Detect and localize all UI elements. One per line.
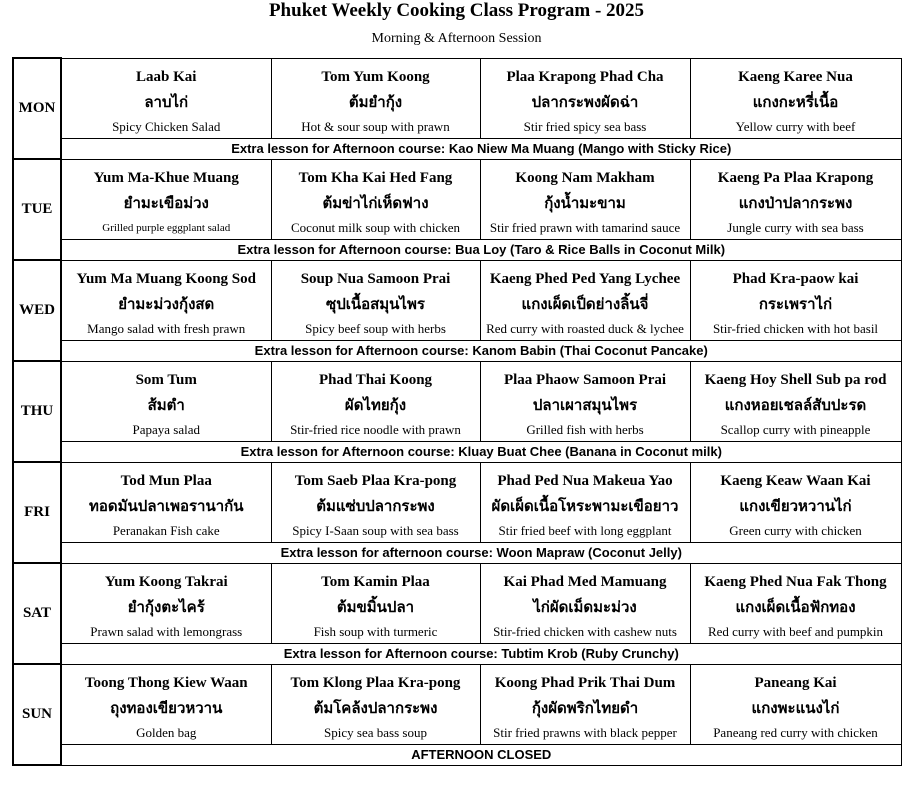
extra-lesson-text: Extra lesson for Afternoon course: Kluay Buat Chee (Banana in Coconut milk) xyxy=(61,441,901,462)
dish-name-th: ยำมะเขือม่วง xyxy=(123,193,209,212)
extra-lesson-text: Extra lesson for Afternoon course: Tubtim Krob (Ruby Crunchy) xyxy=(61,643,901,664)
day-label: THU xyxy=(13,361,61,462)
dish-cell xyxy=(271,361,480,441)
dish-name-en: Plaa Phaow Samoon Prai xyxy=(503,371,667,388)
dish-name-th: ทอดมันปลาเพอรานากัน xyxy=(89,496,244,515)
dish-cell xyxy=(61,159,271,239)
dish-name-th: ซุปเนื้อสมุนไพร xyxy=(326,294,425,313)
dish-name-th: แกงป่าปลากระพง xyxy=(738,193,853,212)
extra-lesson-text: Extra lesson for Afternoon course: Bua Loy (Taro & Rice Balls in Coconut Milk) xyxy=(61,239,901,260)
day-row-thu xyxy=(13,361,901,441)
dish-name-th: ผัดไทยกุ้ง xyxy=(344,395,407,414)
extra-lesson-row-fri xyxy=(13,542,901,563)
dish-description: Scallop curry with pineapple xyxy=(720,421,871,437)
dish-description: Stir fried prawns with black pepper xyxy=(493,724,677,740)
dish-name-th: ยำมะม่วงกุ้งสด xyxy=(118,294,215,313)
dish-description: Red curry with beef and pumpkin xyxy=(707,623,884,639)
extra-lesson-row-sat xyxy=(13,643,901,664)
day-label: TUE xyxy=(13,159,61,260)
dish-description: Prawn salad with lemongrass xyxy=(90,623,243,639)
dish-cell xyxy=(271,159,480,239)
day-row-wed xyxy=(13,260,901,340)
dish-name-en: Kaeng Phed Nua Fak Thong xyxy=(704,573,887,590)
dish-name-th: ถุงทองเขียวหวาน xyxy=(110,698,223,717)
dish-description: Hot & sour soup with prawn xyxy=(301,118,450,134)
dish-name-en: Kai Phad Med Mamuang xyxy=(503,573,667,590)
dish-description: Mango salad with fresh prawn xyxy=(87,320,246,336)
dish-name-th: แกงหอยเชลล์สับปะรด xyxy=(724,395,867,414)
dish-cell xyxy=(690,664,901,744)
dish-name-en: Phad Thai Koong xyxy=(318,371,433,388)
day-row-tue xyxy=(13,159,901,239)
dish-name-th: แกงเขียวหวานไก่ xyxy=(739,496,852,515)
dish-name-th: ปลากระพงผัดฉ่า xyxy=(531,92,639,111)
dish-description: Stir fried prawn with tamarind sauce xyxy=(489,219,681,235)
dish-name-th: ต้มข่าไก่เห็ดฟาง xyxy=(322,193,429,212)
dish-name-en: Tom Kamin Plaa xyxy=(321,573,430,590)
afternoon-closed-text: AFTERNOON CLOSED xyxy=(61,744,901,765)
dish-description: Peranakan Fish cake xyxy=(112,522,220,538)
dish-description: Stir-fried chicken with hot basil xyxy=(712,320,879,336)
dish-cell xyxy=(480,58,690,138)
dish-cell xyxy=(271,260,480,340)
dish-description: Jungle curry with sea bass xyxy=(727,219,864,235)
extra-lesson-row-tue xyxy=(13,239,901,260)
dish-cell xyxy=(480,260,690,340)
dish-cell xyxy=(61,260,271,340)
extra-lesson-text: Extra lesson for Afternoon course: Kanom Babin (Thai Coconut Pancake) xyxy=(61,340,901,361)
dish-cell xyxy=(690,563,901,643)
dish-cell xyxy=(271,563,480,643)
dish-description: Stir-fried rice noodle with prawn xyxy=(290,421,461,437)
dish-description: Golden bag xyxy=(136,724,197,740)
dish-name-th: ผัดเผ็ดเนื้อโหระพามะเขือยาว xyxy=(491,496,679,515)
dish-name-en: Phad Kra-paow kai xyxy=(732,270,859,287)
dish-name-en: Laab Kai xyxy=(136,68,197,85)
dish-name-en: Toong Thong Kiew Waan xyxy=(84,674,248,691)
extra-lesson-row-sun xyxy=(13,744,901,765)
dish-cell xyxy=(480,159,690,239)
dish-name-th: ต้มแซ่บปลากระพง xyxy=(316,496,435,515)
dish-description: Papaya salad xyxy=(132,421,200,437)
dish-name-en: Koong Phad Prik Thai Dum xyxy=(494,674,676,691)
dish-name-th: ต้มขมิ้นปลา xyxy=(336,597,415,616)
dish-name-en: Phad Ped Nua Makeua Yao xyxy=(497,472,673,489)
dish-description: Stir fried beef with long eggplant xyxy=(498,522,672,538)
dish-name-en: Kaeng Phed Ped Yang Lychee xyxy=(489,270,681,287)
dish-cell xyxy=(61,664,271,744)
extra-lesson-row-mon xyxy=(13,138,901,159)
dish-name-en: Paneang Kai xyxy=(754,674,837,691)
dish-cell xyxy=(61,58,271,138)
dish-cell xyxy=(480,563,690,643)
dish-name-en: Kaeng Pa Plaa Krapong xyxy=(717,169,874,186)
dish-name-en: Koong Nam Makham xyxy=(515,169,655,186)
dish-description: Paneang red curry with chicken xyxy=(713,724,878,740)
page-title: Phuket Weekly Cooking Class Program - 2025 xyxy=(268,0,645,21)
dish-cell xyxy=(690,58,901,138)
extra-lesson-row-thu xyxy=(13,441,901,462)
dish-cell xyxy=(271,462,480,542)
dish-description: Spicy I-Saan soup with sea bass xyxy=(292,522,459,538)
dish-name-th: ส้มตำ xyxy=(147,395,185,414)
dish-name-th: ต้มยำกุ้ง xyxy=(348,92,403,111)
extra-lesson-text: Extra lesson for afternoon course: Woon Mapraw (Coconut Jelly) xyxy=(61,542,901,563)
dish-name-th: แกงกะหรี่เนื้อ xyxy=(752,92,839,111)
dish-name-en: Tod Mun Plaa xyxy=(120,472,212,489)
dish-cell xyxy=(690,159,901,239)
dish-description: Spicy Chicken Salad xyxy=(112,118,221,134)
dish-cell xyxy=(61,563,271,643)
dish-cell xyxy=(690,361,901,441)
dish-name-th: ต้มโคล้งปลากระพง xyxy=(313,698,438,717)
dish-name-en: Som Tum xyxy=(135,371,197,388)
dish-name-en: Plaa Krapong Phad Cha xyxy=(506,68,664,85)
day-row-fri xyxy=(13,462,901,542)
dish-name-th: ไก่ผัดเม็ดมะม่วง xyxy=(533,597,637,616)
dish-description: Spicy sea bass soup xyxy=(324,724,427,740)
dish-name-en: Tom Yum Koong xyxy=(321,68,430,85)
dish-name-en: Tom Kha Kai Hed Fang xyxy=(298,169,453,186)
dish-name-th: กุ้งน้ำมะขาม xyxy=(544,193,626,212)
day-label: MON xyxy=(13,58,61,159)
dish-description: Grilled purple eggplant salad xyxy=(102,221,231,234)
dish-description: Grilled fish with herbs xyxy=(526,421,644,437)
dish-description: Fish soup with turmeric xyxy=(313,623,438,639)
dish-cell xyxy=(271,58,480,138)
dish-description: Yellow curry with beef xyxy=(735,118,856,134)
dish-name-en: Soup Nua Samoon Prai xyxy=(300,270,451,287)
dish-description: Green curry with chicken xyxy=(729,522,862,538)
dish-name-en: Yum Koong Takrai xyxy=(104,573,228,590)
dish-name-en: Tom Saeb Plaa Kra-pong xyxy=(294,472,457,489)
dish-cell xyxy=(690,462,901,542)
dish-cell xyxy=(480,664,690,744)
dish-name-th: แกงเผ็ดเป็ดย่างลิ้นจี่ xyxy=(521,294,649,313)
page-subtitle: Morning & Afternoon Session xyxy=(371,31,542,46)
dish-name-th: ลาบไก่ xyxy=(144,92,189,111)
dish-cell xyxy=(690,260,901,340)
dish-name-en: Kaeng Keaw Waan Kai xyxy=(720,472,871,489)
dish-description: Stir fried spicy sea bass xyxy=(523,118,647,134)
day-label: SUN xyxy=(13,664,61,765)
day-row-mon xyxy=(13,58,901,138)
dish-description: Red curry with roasted duck & lychee xyxy=(486,320,684,336)
dish-name-en: Kaeng Hoy Shell Sub pa rod xyxy=(704,371,887,388)
day-row-sat xyxy=(13,563,901,643)
dish-name-en: Tom Klong Plaa Kra-pong xyxy=(290,674,461,691)
dish-name-th: กระเพราไก่ xyxy=(758,294,833,313)
dish-cell xyxy=(61,361,271,441)
day-label: FRI xyxy=(13,462,61,563)
dish-cell xyxy=(480,462,690,542)
cooking-class-schedule-table xyxy=(12,57,902,766)
dish-name-en: Yum Ma Muang Koong Sod xyxy=(76,270,256,287)
extra-lesson-text: Extra lesson for Afternoon course: Kao Niew Ma Muang (Mango with Sticky Rice) xyxy=(61,138,901,159)
dish-name-th: ปลาเผาสมุนไพร xyxy=(532,395,638,414)
dish-cell xyxy=(480,361,690,441)
dish-description: Coconut milk soup with chicken xyxy=(291,219,460,235)
dish-cell xyxy=(271,664,480,744)
dish-cell xyxy=(61,462,271,542)
day-label: WED xyxy=(13,260,61,361)
dish-name-th: แกงเผ็ดเนื้อฟักทอง xyxy=(735,597,856,616)
day-label: SAT xyxy=(13,563,61,664)
dish-description: Spicy beef soup with herbs xyxy=(305,320,446,336)
dish-name-th: ยำกุ้งตะไคร้ xyxy=(127,597,205,616)
day-row-sun xyxy=(13,664,901,744)
dish-name-en: Kaeng Karee Nua xyxy=(738,68,853,85)
extra-lesson-row-wed xyxy=(13,340,901,361)
dish-name-en: Yum Ma-Khue Muang xyxy=(93,169,239,186)
dish-name-th: แกงพะแนงไก่ xyxy=(751,698,840,717)
dish-description: Stir-fried chicken with cashew nuts xyxy=(493,623,677,639)
dish-name-th: กุ้งผัดพริกไทยดำ xyxy=(531,698,639,717)
